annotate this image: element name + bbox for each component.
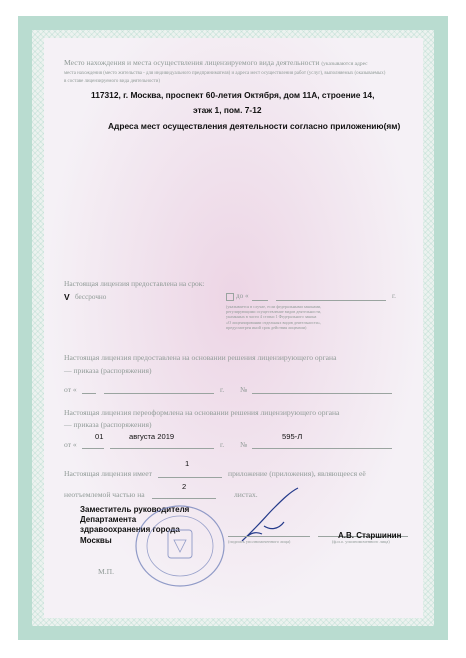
- basis-line2: — приказа (распоряжения): [64, 366, 152, 375]
- official-seal: [130, 502, 230, 590]
- appendix-count: 1: [185, 459, 190, 468]
- basis-from: от «: [64, 385, 77, 394]
- reissue-line1: Настоящая лицензия переоформлена на основании решения лицензирующего органа: [64, 408, 340, 417]
- basis-month-line: [104, 393, 214, 394]
- reissue-line2: — приказа (распоряжения): [64, 420, 152, 429]
- term-note2: регулирующими осуществление видов деятельности,: [226, 309, 322, 315]
- reissue-month-line: [110, 448, 214, 449]
- address-line2: этаж 1, пом. 7-12: [193, 105, 262, 115]
- term-note4: «О лицензировании отдельных видов деятельности»,: [226, 319, 322, 325]
- signer-title3: здравоохранения города: [80, 525, 180, 535]
- address-line1: 117312, г. Москва, проспект 60-летия Октября, дом 11А, строение 14,: [91, 90, 375, 100]
- until-day-line: [252, 300, 268, 301]
- term-note3: указанных в части 4 статьи 1 Федерального закона: [226, 314, 317, 320]
- signer-name: А.В. Старшинин: [338, 531, 402, 540]
- term-label: Настоящая лицензия предоставлена на срок:: [64, 279, 205, 288]
- name-caption: (ф.и.о. уполномоченного лица): [332, 539, 390, 544]
- signer-title1: Заместитель руководителя: [80, 505, 190, 514]
- term-note1: (указывается в случае, если федеральными законами,: [226, 304, 322, 309]
- appendix-count-line: [158, 477, 222, 478]
- basis-day-line: [82, 393, 96, 394]
- reissue-from: от «: [64, 440, 77, 449]
- header-line1: [64, 58, 368, 67]
- reissue-num: №: [240, 440, 248, 449]
- until-month-line: [276, 300, 386, 301]
- signer-title2: Департамента: [80, 515, 137, 525]
- header-line3: в составе лицензируемого вида деятельности): [64, 79, 160, 84]
- seal-place-label: М.П.: [98, 567, 115, 576]
- appendix-sheets-line: [152, 498, 216, 499]
- header-line1-note: (указываются адрес: [321, 61, 368, 67]
- reissue-day-line: [82, 448, 104, 449]
- term-note: [226, 304, 321, 330]
- reissue-number: 595-Л: [282, 432, 303, 441]
- signer-title4: Москвы: [80, 535, 112, 545]
- signature-scribble: [238, 486, 308, 546]
- term-note5: предусмотрен иной срок действия лицензии): [226, 324, 307, 330]
- appendix-line1-start: Настоящая лицензия имеет: [64, 469, 152, 478]
- basis-year: г.: [220, 385, 225, 394]
- reissue-month: августа 2019: [129, 432, 175, 441]
- reissue-number-line: [252, 448, 392, 449]
- header-line1-text: Место нахождения и места осуществления лицензируемого вида деятельности: [64, 58, 320, 67]
- basis-num: №: [240, 385, 248, 394]
- appendix-line2-start: неотъемлемой частью на: [64, 490, 145, 499]
- term-year-suffix: г.: [392, 292, 396, 300]
- basis-line1: Настоящая лицензия предоставлена на основании решения лицензирующего органа: [64, 353, 337, 362]
- signature-caption: (подпись уполномоченного лица): [228, 539, 291, 544]
- places-line: Адреса мест осуществления деятельности согласно приложению(ям): [108, 121, 401, 131]
- term-until: до «: [236, 292, 249, 300]
- basis-number-line: [252, 393, 392, 394]
- signature-line: [228, 536, 310, 537]
- appendix-sheets: 2: [182, 482, 187, 491]
- until-checkbox: [226, 293, 234, 301]
- appendix-line2-end: листах.: [234, 490, 258, 499]
- term-mark: V: [64, 292, 70, 302]
- header-line2: места нахождения (место жительства - для индивидуального предпринимателя) и адреса мест осуществления работ (услуг), выполняемых (оказываемых): [64, 71, 386, 76]
- reissue-year: г.: [220, 440, 225, 449]
- term-indefinite: бессрочно: [75, 293, 107, 301]
- appendix-line1-end: приложение (приложения), являющееся её: [228, 469, 366, 478]
- reissue-day: 01: [95, 432, 104, 441]
